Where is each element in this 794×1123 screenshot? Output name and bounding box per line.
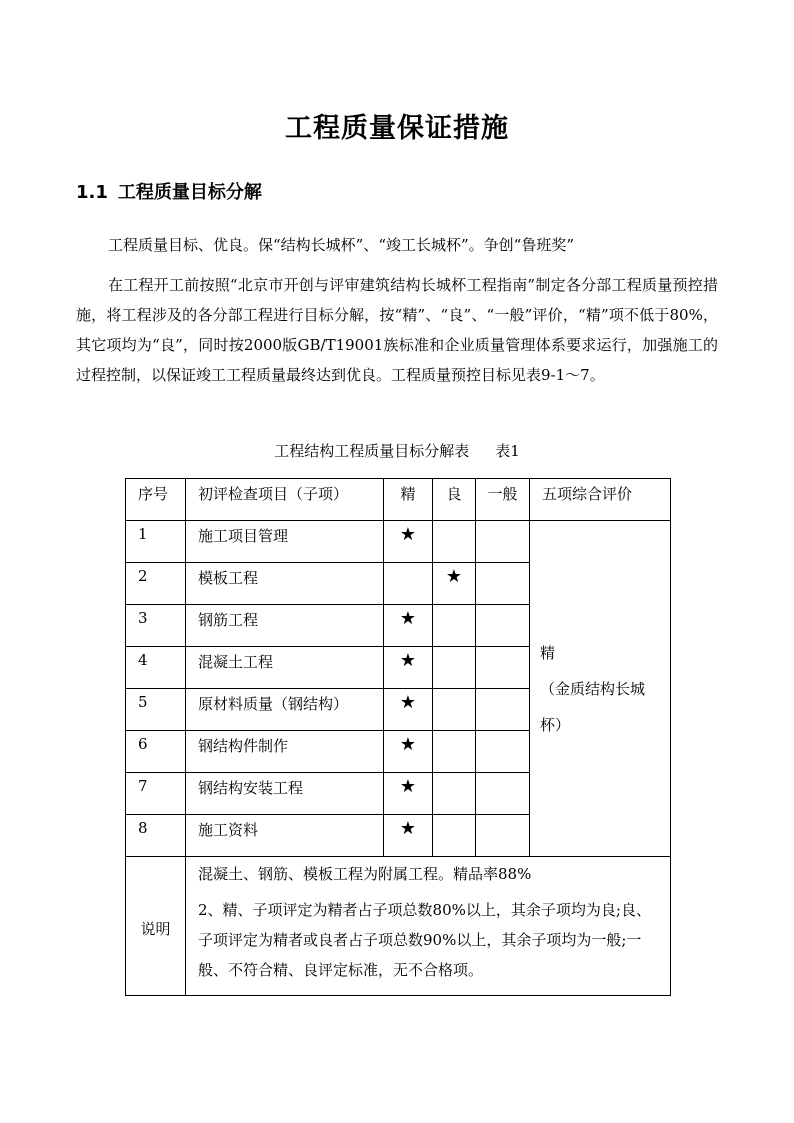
star-icon: ★ (399, 692, 417, 713)
table-note-row (126, 857, 671, 996)
table-row (126, 521, 671, 563)
star-icon: ★ (399, 650, 417, 671)
note-cell (186, 857, 671, 996)
star-icon: ★ (399, 524, 417, 545)
table-header-row (126, 479, 671, 521)
row-no: 2 (126, 563, 186, 605)
row-no: 6 (126, 731, 186, 773)
row-item: 混凝土工程 (186, 647, 384, 689)
section-number: 1.1 (76, 182, 108, 203)
header-yiban: 一般 (476, 479, 530, 521)
document-title: 工程质量保证措施 (285, 113, 509, 144)
row-item: 原材料质量（钢结构） (186, 689, 384, 731)
row-item: 模板工程 (186, 563, 384, 605)
row-item: 钢结构安装工程 (186, 773, 384, 815)
row-no: 3 (126, 605, 186, 647)
table-caption-number: 表1 (495, 442, 520, 460)
paragraph-control-measures: 在工程开工前按照“北京市开创与评审建筑结构长城杯工程指南”制定各分部工程质量预控措施，将工程涉及的各分部工程进行目标分解，按“精”、“良”、“一般”评价，“精”项不低于80%，其它项均为“良”，同时按2000版GB/T19001族标准和企业质量管理体系要求运行，加强施工的过程控制，以保证竣工工程质量最终达到优良。工程质量预控目标见表9-1～7。 (76, 276, 718, 384)
star-icon: ★ (399, 734, 417, 755)
star-icon: ★ (445, 566, 463, 587)
star-icon: ★ (399, 608, 417, 629)
row-no: 5 (126, 689, 186, 731)
star-icon: ★ (399, 776, 417, 797)
header-jing: 精 (384, 479, 433, 521)
note-line-2: 2、精、子项评定为精者占子项总数80%以上，其余子项均为良;良、子项评定为精者或良者占子项总数90%以上，其余子项均为一般;一般、不符合精、良评定标准，无不合格项。 (198, 901, 651, 979)
overall-evaluation-cell (530, 521, 671, 857)
paragraph-quality-goal: 工程质量目标、优良。保“结构长城杯”、“竣工长城杯”。争创“鲁班奖” (108, 236, 575, 254)
header-liang: 良 (433, 479, 476, 521)
table-caption-text: 工程结构工程质量目标分解表 (274, 442, 470, 460)
header-overall: 五项综合评价 (530, 479, 671, 521)
table-caption (0, 440, 794, 461)
overall-evaluation-award: （金质结构长城杯） (540, 679, 646, 734)
row-no: 8 (126, 815, 186, 857)
overall-evaluation-grade: 精 (540, 643, 556, 662)
section-title: 工程质量目标分解 (117, 182, 262, 203)
quality-goal-table (125, 478, 671, 996)
row-item: 钢结构件制作 (186, 731, 384, 773)
row-item: 施工项目管理 (186, 521, 384, 563)
row-no: 7 (126, 773, 186, 815)
header-item: 初评检查项目（子项） (186, 479, 384, 521)
row-no: 1 (126, 521, 186, 563)
row-item: 钢筋工程 (186, 605, 384, 647)
row-no: 4 (126, 647, 186, 689)
row-item: 施工资料 (186, 815, 384, 857)
section-heading (76, 178, 262, 204)
star-icon: ★ (399, 818, 417, 839)
header-no: 序号 (126, 479, 186, 521)
note-label: 说明 (126, 857, 186, 996)
note-line-1: 混凝土、钢筋、模板工程为附属工程。精品率88% (198, 865, 532, 883)
